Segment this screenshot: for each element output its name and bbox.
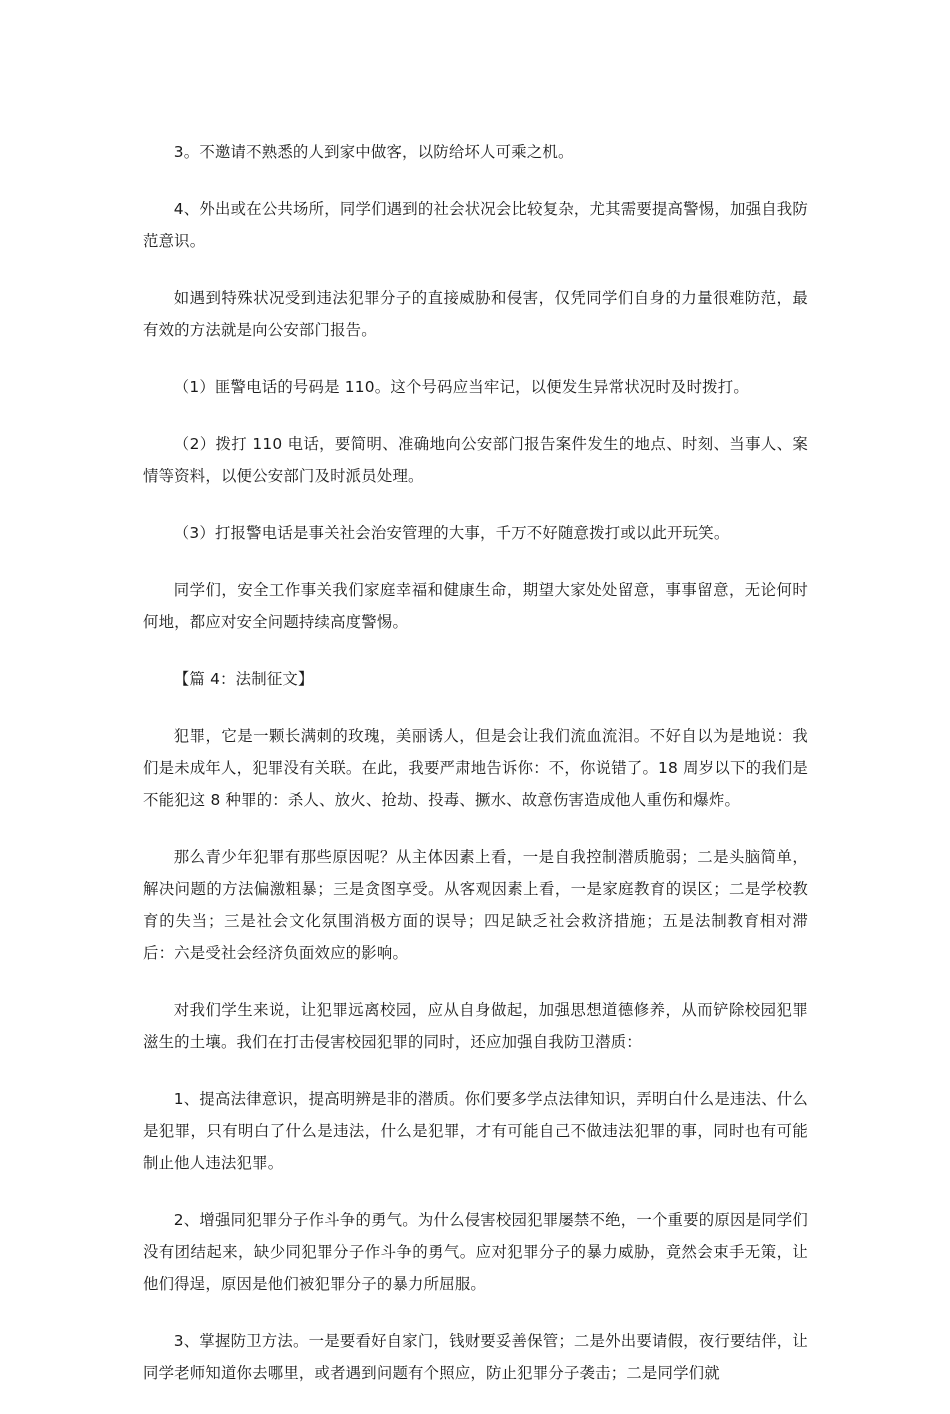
- paragraph-call-110: （2）拨打 110 电话，要简明、准确地向公安部门报告案件发生的地点、时刻、当事人、案情等资料，以便公安部门及时派员处理。: [143, 435, 808, 485]
- document-body: [143, 136, 808, 1414]
- paragraph-start-from-self: 对我们学生来说，让犯罪远离校园，应从自身做起，加强思想道德修养，从而铲除校园犯罪滋生的土壤。我们在打击侵害校园犯罪的同时，还应加强自我防卫潜质：: [143, 1001, 808, 1051]
- paragraph-courage: 2、增强同犯罪分子作斗争的勇气。为什么侵害校园犯罪屡禁不绝，一个重要的原因是同学们没有团结起来，缺少同犯罪分子作斗争的勇气。应对犯罪分子的暴力威胁，竟然会束手无策，让他们得逞，原因是他们被犯罪分子的暴力所屈服。: [143, 1211, 808, 1293]
- paragraph-police-number: （1）匪警电话的号码是 110。这个号码应当牢记，以便发生异常状况时及时拨打。: [173, 378, 749, 396]
- paragraph-safety-4: 4、外出或在公共场所，同学们遇到的社会状况会比较复杂，尤其需要提高警惕，加强自我防范意识。: [143, 200, 808, 250]
- paragraph-crime-causes: 那么青少年犯罪有那些原因呢？从主体因素上看，一是自我控制潜质脆弱；二是头脑简单，解决问题的方法偏激粗暴；三是贪图享受。从客观因素上看，一是家庭教育的误区；二是学校教育的失当；三是社会文化氛围消极方面的误导；四足缺乏社会救济措施；五是法制教育相对滞后：六是受社会经济负面效应的影响。: [143, 848, 808, 962]
- paragraph-crime-rose: 犯罪，它是一颗长满刺的玫瑰，美丽诱人，但是会让我们流血流泪。不好自以为是地说：我们是未成年人，犯罪没有关联。在此，我要严肃地告诉你：不，你说错了。18 周岁以下的我们是不能犯这 8 种罪的：杀人、放火、抢劫、投毒、撅水、故意伤害造成他人重伤和爆炸。: [143, 727, 808, 809]
- paragraph-legal-awareness: 1、提高法律意识，提高明辨是非的潜质。你们要多学点法律知识，弄明白什么是违法、什么是犯罪，只有明白了什么是违法，什么是犯罪，才有可能自己不做违法犯罪的事，同时也有可能制止他人违法犯罪。: [143, 1090, 808, 1172]
- paragraph-safety-3: 3。不邀请不熟悉的人到家中做客，以防给坏人可乘之机。: [173, 143, 574, 161]
- paragraph-report-police: 如遇到特殊状况受到违法犯罪分子的直接威胁和侵害，仅凭同学们自身的力量很难防范，最有效的方法就是向公安部门报告。: [143, 289, 808, 339]
- paragraph-safety-conclusion: 同学们，安全工作事关我们家庭幸福和健康生命，期望大家处处留意，事事留意，无论何时何地，都应对安全问题持续高度警惕。: [143, 581, 808, 631]
- paragraph-defense-methods: 3、掌握防卫方法。一是要看好自家门，钱财要妥善保管；二是外出要请假，夜行要结伴，让同学老师知道你去哪里，或者遇到问题有个照应，防止犯罪分子袭击；二是同学们就: [143, 1332, 808, 1382]
- section-heading: 【篇 4：法制征文】: [173, 670, 314, 688]
- paragraph-no-prank-calls: （3）打报警电话是事关社会治安管理的大事，千万不好随意拨打或以此开玩笑。: [173, 524, 730, 542]
